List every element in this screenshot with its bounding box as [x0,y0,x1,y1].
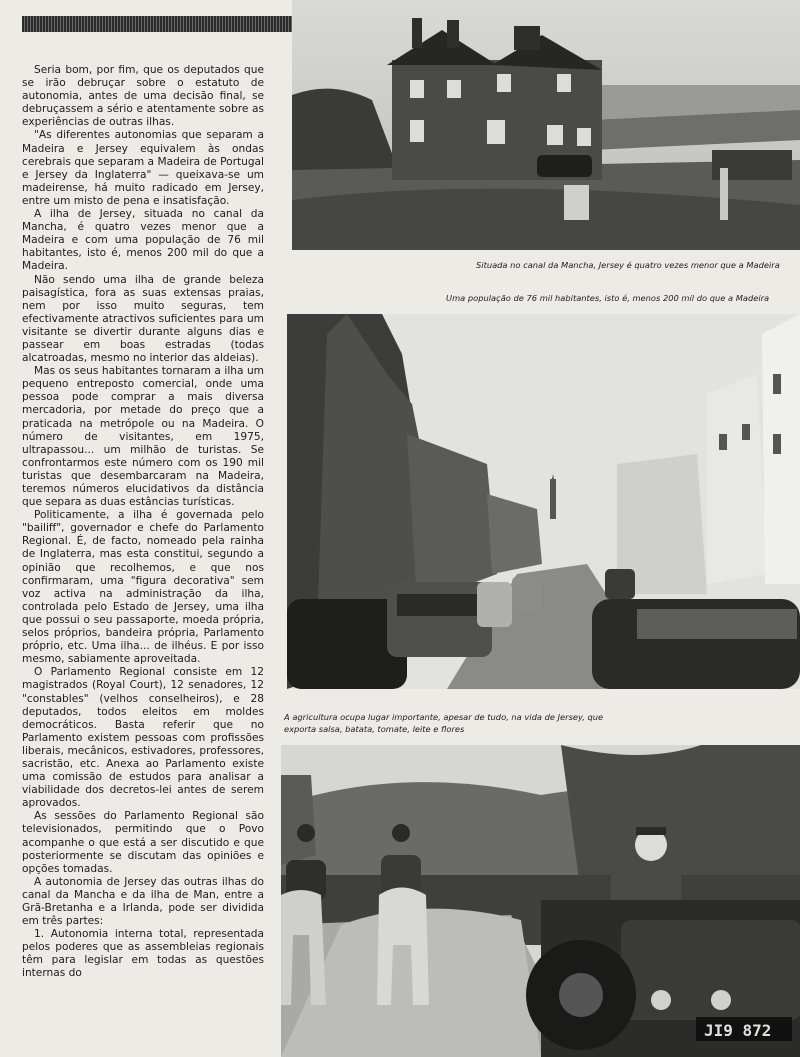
section-header-bar [22,16,294,32]
article-paragraph: Seria bom, por fim, que os deputados que se irão debruçar sobre o estatuto de autonomia, antes de uma decisão final, se debruçassem a sério e atentamente sobre as experiências de outras ilhas. [22,64,264,129]
photo-caption: Situada no canal da Mancha, Jersey é quatro vezes menor que a Madeira [476,260,780,270]
article-paragraph: 1. Autonomia interna total, representada pelos poderes que as assembleias regionais têm para legislar em todas as questões internas do [22,928,264,980]
photo-caption: Uma população de 76 mil habitantes, isto é, menos 200 mil do que a Madeira [446,293,770,303]
article-paragraph: A ilha de Jersey, situada no canal da Mancha, é quatro vezes menor que a Madeira e com uma população de 76 mil habitantes, isto é, menos 200 mil do que a Madeira. [22,208,264,273]
article-paragraph: Mas os seus habitantes tornaram a ilha um pequeno entreposto comercial, onde uma pessoa pode comprar a mais diversa mercadoria, por metade do preço que a praticada na metrópole ou na Madeira. O número de visitantes, em 1975, ultrapassou... um milhão de turistas. Se confrontarmos este número com os 190 mil turistas que desembarcaram na Madeira, teremos números elucidativos da distância que separa as duas estâncias turísticas. [22,365,264,509]
article-paragraph: As sessões do Parlamento Regional são televisionados, permitindo que o Povo acompanhe o que está a ser discutido e que posteriormente se discutam das opiniões e opções tomadas. [22,810,264,875]
photo-town-street [287,314,800,689]
article-paragraph: Não sendo uma ilha de grande beleza paisagística, fora as suas extensas praias, nem por isso muito seguras, tem efectivamente atractivos suficientes para um visitante se divertir durante alguns dias e passear em boas estradas (todas alcatroadas, mesmo no interior das aldeias). [22,273,264,365]
article-column [22,64,264,1054]
photo-coastal-house [292,0,800,250]
photo-caption: exporta salsa, batata, tomate, leite e flores [284,724,465,734]
photo-caption: A agricultura ocupa lugar importante, apesar de tudo, na vida de Jersey, que [284,712,604,722]
article-paragraph: Politicamente, a ilha é governada pelo "bailiff", governador e chefe do Parlamento Regional. É, de facto, nomeado pela rainha de Inglaterra, mas esta constitui, segundo a opinião que recolhemos, e que nos confirmaram, uma "figura decorativa" sem voz activa na administração da ilha, controlada pelo Estado de Jersey, uma ilha que possui o seu passaporte, moeda própria, selos próprios, bandeira própria, Parlamento próprio, etc. Uma ilha... de ilhéus. E por isso mesmo, sabiamente aproveitada. [22,509,264,666]
photo-country-lane [281,745,800,1057]
license-plate: JI9 872 [704,1021,772,1040]
article-paragraph: A autonomia de Jersey das outras ilhas do canal da Mancha e da ilha de Man, entre a Grã-Bretanha e a Irlanda, pode ser dividida em três partes: [22,875,264,928]
article-paragraph: O Parlamento Regional consiste em 12 magistrados (Royal Court), 12 senadores, 12 "constables" (velhos conselheiros), e 28 deputados, todos eleitos em moldes democráticos. Basta referir que no Parlamento existem pessoas com profissões liberais, mecânicos, estivadores, professores, sacristão, etc. Anexa ao Parlamento existe uma comissão de estudos para analisar a viabilidade dos decretos-lei antes de serem aprovados. [22,666,264,810]
article-paragraph: "As diferentes autonomias que separam a Madeira e Jersey equivalem às ondas cerebrais que separam a Madeira de Portugal e Jersey da Inglaterra" — queixava-se um madeirense, há muito radicado em Jersey, entre um misto de pena e insatisfação. [22,129,264,207]
